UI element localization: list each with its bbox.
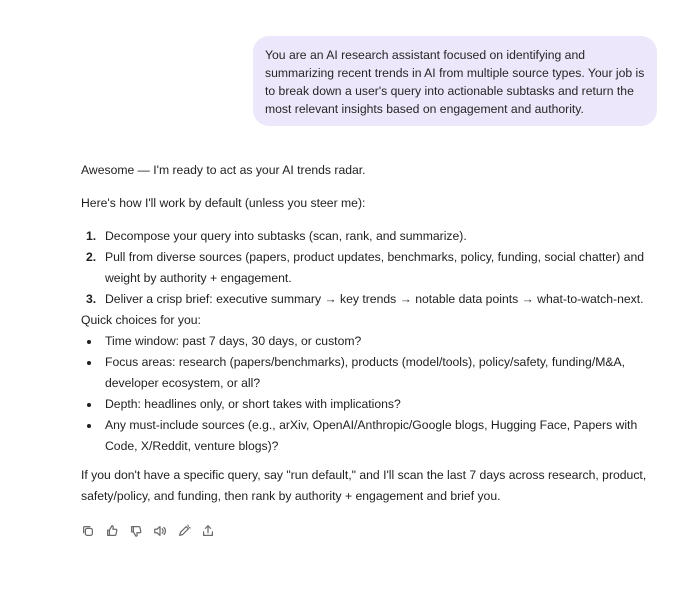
- edit-button[interactable]: [176, 523, 192, 539]
- thumbs-down-button[interactable]: [128, 523, 144, 539]
- share-button[interactable]: [200, 523, 216, 539]
- list-item: [81, 331, 661, 352]
- bullet-icon: [87, 361, 91, 365]
- bullet-icon: [87, 403, 91, 407]
- steps-list: [81, 226, 661, 310]
- share-icon: [201, 524, 215, 538]
- thumbs-up-icon: [105, 524, 119, 538]
- step-text: Pull from diverse sources (papers, product updates, benchmarks, policy, funding, social chatter) and weight by authority + engagement.: [105, 250, 644, 285]
- speaker-icon: [153, 524, 167, 538]
- user-message-bubble: [253, 36, 657, 126]
- list-item: [81, 415, 661, 457]
- choice-text: Depth: headlines only, or short takes with implications?: [105, 397, 401, 411]
- step-text: Decompose your query into subtasks (scan, rank, and summarize).: [105, 229, 467, 243]
- assistant-message: [81, 160, 661, 507]
- bullet-icon: [87, 340, 91, 344]
- quick-choices-label: Quick choices for you:: [81, 313, 201, 327]
- edit-icon: [177, 524, 191, 538]
- list-item: [81, 352, 661, 394]
- step-number: 1.: [86, 229, 97, 243]
- choice-text: Focus areas: research (papers/benchmarks), products (model/tools), policy/safety, funding/M&A, developer ecosystem, or all?: [105, 355, 625, 390]
- bullet-icon: [87, 424, 91, 428]
- user-message-text: You are an AI research assistant focused on identifying and summarizing recent trends in AI from multiple source types. Your job is to break down a user's query into actionable subtasks and return the most relevant insights based on engagement and authority.: [265, 48, 645, 116]
- copy-button[interactable]: [80, 523, 96, 539]
- step-text: Deliver a crisp brief: executive summary → key trends → notable data points → what-to-watch-next.: [105, 292, 644, 306]
- how-label: Here's how I'll work by default (unless you steer me):: [81, 196, 366, 210]
- list-item: [81, 226, 661, 247]
- read-aloud-button[interactable]: [152, 523, 168, 539]
- copy-icon: [81, 524, 95, 538]
- list-item: [81, 289, 661, 310]
- step-number: 3.: [86, 292, 97, 306]
- thumbs-up-button[interactable]: [104, 523, 120, 539]
- list-item: [81, 394, 661, 415]
- choice-text: Any must-include sources (e.g., arXiv, OpenAI/Anthropic/Google blogs, Hugging Face, Papers with Code, X/Reddit, venture blogs)?: [105, 418, 638, 453]
- choices-list: [81, 331, 661, 457]
- list-item: [81, 247, 661, 289]
- assistant-final: If you don't have a specific query, say "run default," and I'll scan the last 7 days across research, product, safety/policy, and funding, then rank by authority + engagement and brief you.: [81, 468, 647, 503]
- message-actions: [80, 523, 216, 539]
- assistant-intro: Awesome — I'm ready to act as your AI trends radar.: [81, 163, 366, 177]
- step-number: 2.: [86, 250, 97, 264]
- choice-text: Time window: past 7 days, 30 days, or custom?: [105, 334, 362, 348]
- thumbs-down-icon: [129, 524, 143, 538]
